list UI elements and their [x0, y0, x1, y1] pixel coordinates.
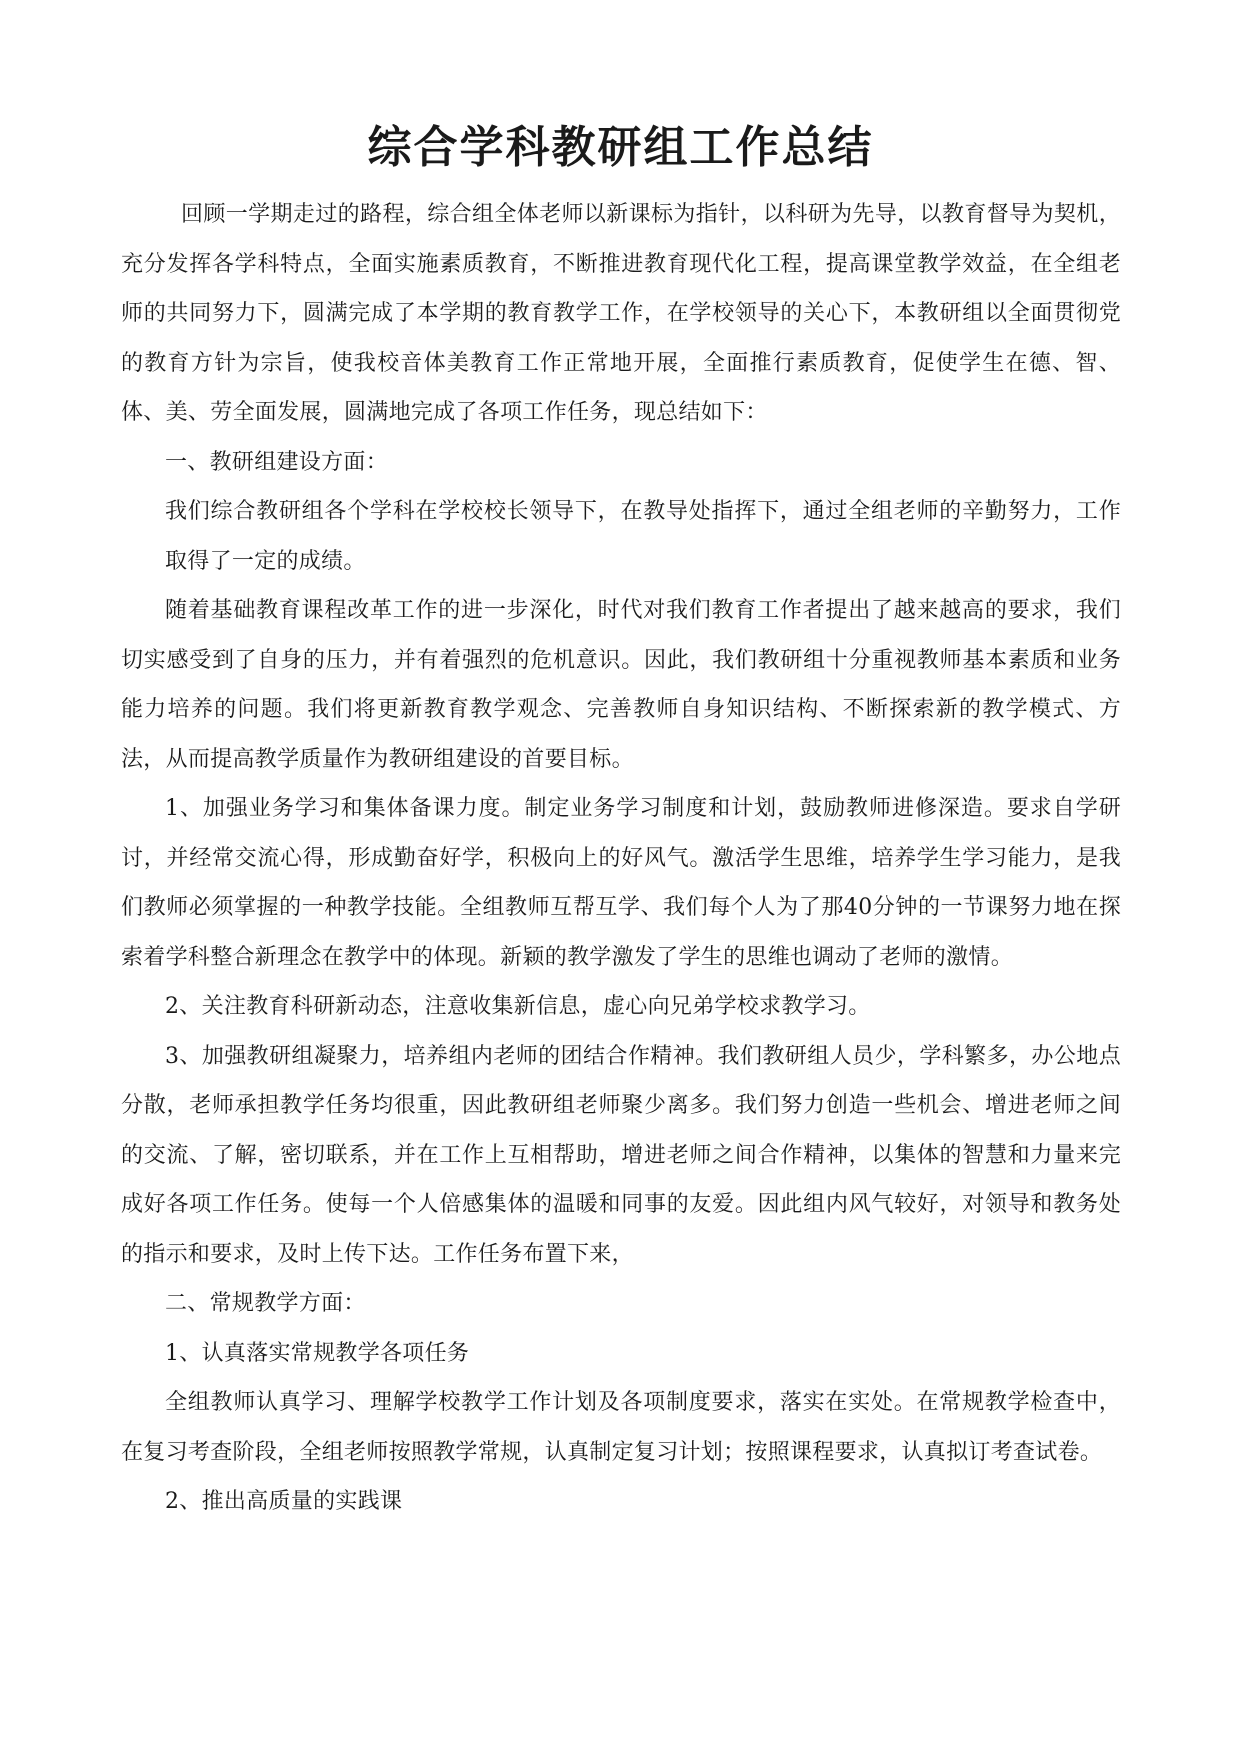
- document-title: 综合学科教研组工作总结: [367, 122, 874, 173]
- section-heading-1: 一、教研组建设方面：: [165, 449, 389, 475]
- paragraph-reform: 随着基础教育课程改革工作的进一步深化，时代对我们教育工作者提出了越来越高的要求，我们切实感受到了自身的压力，并有着强烈的危机意识。因此，我们教研组十分重视教师基本素质和业务能力培养的问题。我们将更新教育教学观念、完善教师自身知识结构、不断探索新的教学模式、方法，从而提高教学质量作为教研组建设的首要目标。: [121, 598, 1121, 772]
- paragraph-item-3: 3、加强教研组凝聚力，培养组内老师的团结合作精神。我们教研组人员少，学科繁多，办公地点分散，老师承担教学任务均很重，因此教研组老师聚少离多。我们努力创造一些机会、增进老师之间的交流、了解，密切联系，并在工作上互相帮助，增进老师之间合作精神，以集体的智慧和力量来完成好各项工作任务。使每一个人倍感集体的温暖和同事的友爱。因此组内风气较好，对领导和教务处的指示和要求，及时上传下达。工作任务布置下来，: [121, 1043, 1121, 1267]
- section-heading-2: 二、常规教学方面：: [165, 1291, 366, 1316]
- document-body: [121, 190, 1121, 1527]
- paragraph-intro: 回顾一学期走过的路程，综合组全体老师以新课标为指针，以科研为先导，以教育督导为契机，充分发挥各学科特点，全面实施素质教育，不断推进教育现代化工程，提高课堂教学效益，在全组老师的共同努力下，圆满完成了本学期的教育教学工作，在学校领导的关心下，本教研组以全面贯彻党的教育方针为宗旨，使我校音体美教育工作正常地开展，全面推行素质教育，促使学生在德、智、体、美、劳全面发展，圆满地完成了各项工作任务，现总结如下：: [121, 202, 1121, 425]
- paragraph-team-achievement: 我们综合教研组各个学科在学校校长领导下，在教导处指挥下，通过全组老师的辛勤努力，工作取得了一定的成绩。: [165, 499, 1121, 574]
- subheading-practice-lessons: 2、推出高质量的实践课: [165, 1489, 403, 1514]
- paragraph-routine-tasks: 全组教师认真学习、理解学校教学工作计划及各项制度要求，落实在实处。在常规教学检查中，在复习考查阶段，全组老师按照教学常规，认真制定复习计划；按照课程要求，认真拟订考查试卷。: [121, 1390, 1121, 1465]
- paragraph-item-1: 1、加强业务学习和集体备课力度。制定业务学习制度和计划，鼓励教师进修深造。要求自学研讨，并经常交流心得，形成勤奋好学，积极向上的好风气。激活学生思维，培养学生学习能力，是我们教师必须掌握的一种教学技能。全组教师互帮互学、我们每个人为了那40分钟的一节课努力地在探索着学科整合新理念在教学中的体现。新颖的教学激发了学生的思维也调动了老师的激情。: [121, 796, 1121, 970]
- subheading-routine-tasks: 1、认真落实常规教学各项任务: [165, 1340, 470, 1366]
- paragraph-item-2: 2、关注教育科研新动态，注意收集新信息，虚心向兄弟学校求教学习。: [165, 994, 871, 1019]
